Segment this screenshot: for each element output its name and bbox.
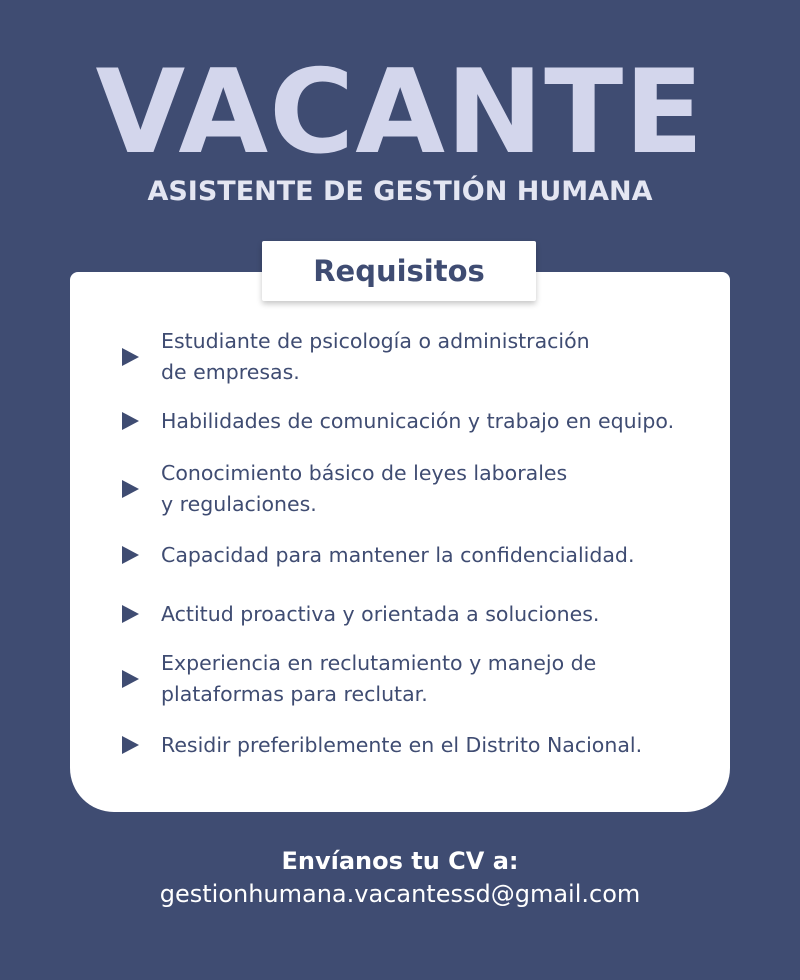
requirement-item	[122, 458, 722, 520]
requirement-item	[122, 597, 722, 631]
requirement-item	[122, 404, 722, 438]
play-bullet-icon	[122, 348, 139, 366]
requirement-text: Habilidades de comunicación y trabajo en equipo.	[161, 408, 675, 433]
requirement-text: Actitud proactiva y orientada a soluciones.	[161, 601, 600, 626]
requirement-text: Conocimiento básico de leyes laborales y regulaciones.	[161, 461, 568, 516]
play-bullet-icon	[122, 546, 139, 564]
requirement-text: Capacidad para mantener la confidencialidad.	[161, 542, 635, 567]
requirement-item	[122, 326, 722, 388]
play-bullet-icon	[122, 412, 139, 430]
requirement-item	[122, 538, 722, 572]
requirement-item	[122, 728, 722, 762]
requirement-item	[122, 648, 722, 710]
requirement-text: Experiencia en reclutamiento y manejo de plataformas para reclutar.	[161, 651, 597, 706]
vacancy-title: VACANTE	[95, 45, 705, 180]
play-bullet-icon	[122, 605, 139, 623]
requirement-text: Estudiante de psicología o administración de empresas.	[161, 329, 590, 384]
play-bullet-icon	[122, 736, 139, 754]
requirements-heading: Requisitos	[313, 254, 485, 288]
job-position-title: ASISTENTE DE GESTIÓN HUMANA	[147, 176, 653, 207]
play-bullet-icon	[122, 670, 139, 688]
send-cv-label: Envíanos tu CV a:	[281, 847, 519, 875]
contact-email: gestionhumana.vacantessd@gmail.com	[159, 880, 641, 908]
requirement-text: Residir preferiblemente en el Distrito Nacional.	[161, 732, 643, 757]
play-bullet-icon	[122, 480, 139, 498]
